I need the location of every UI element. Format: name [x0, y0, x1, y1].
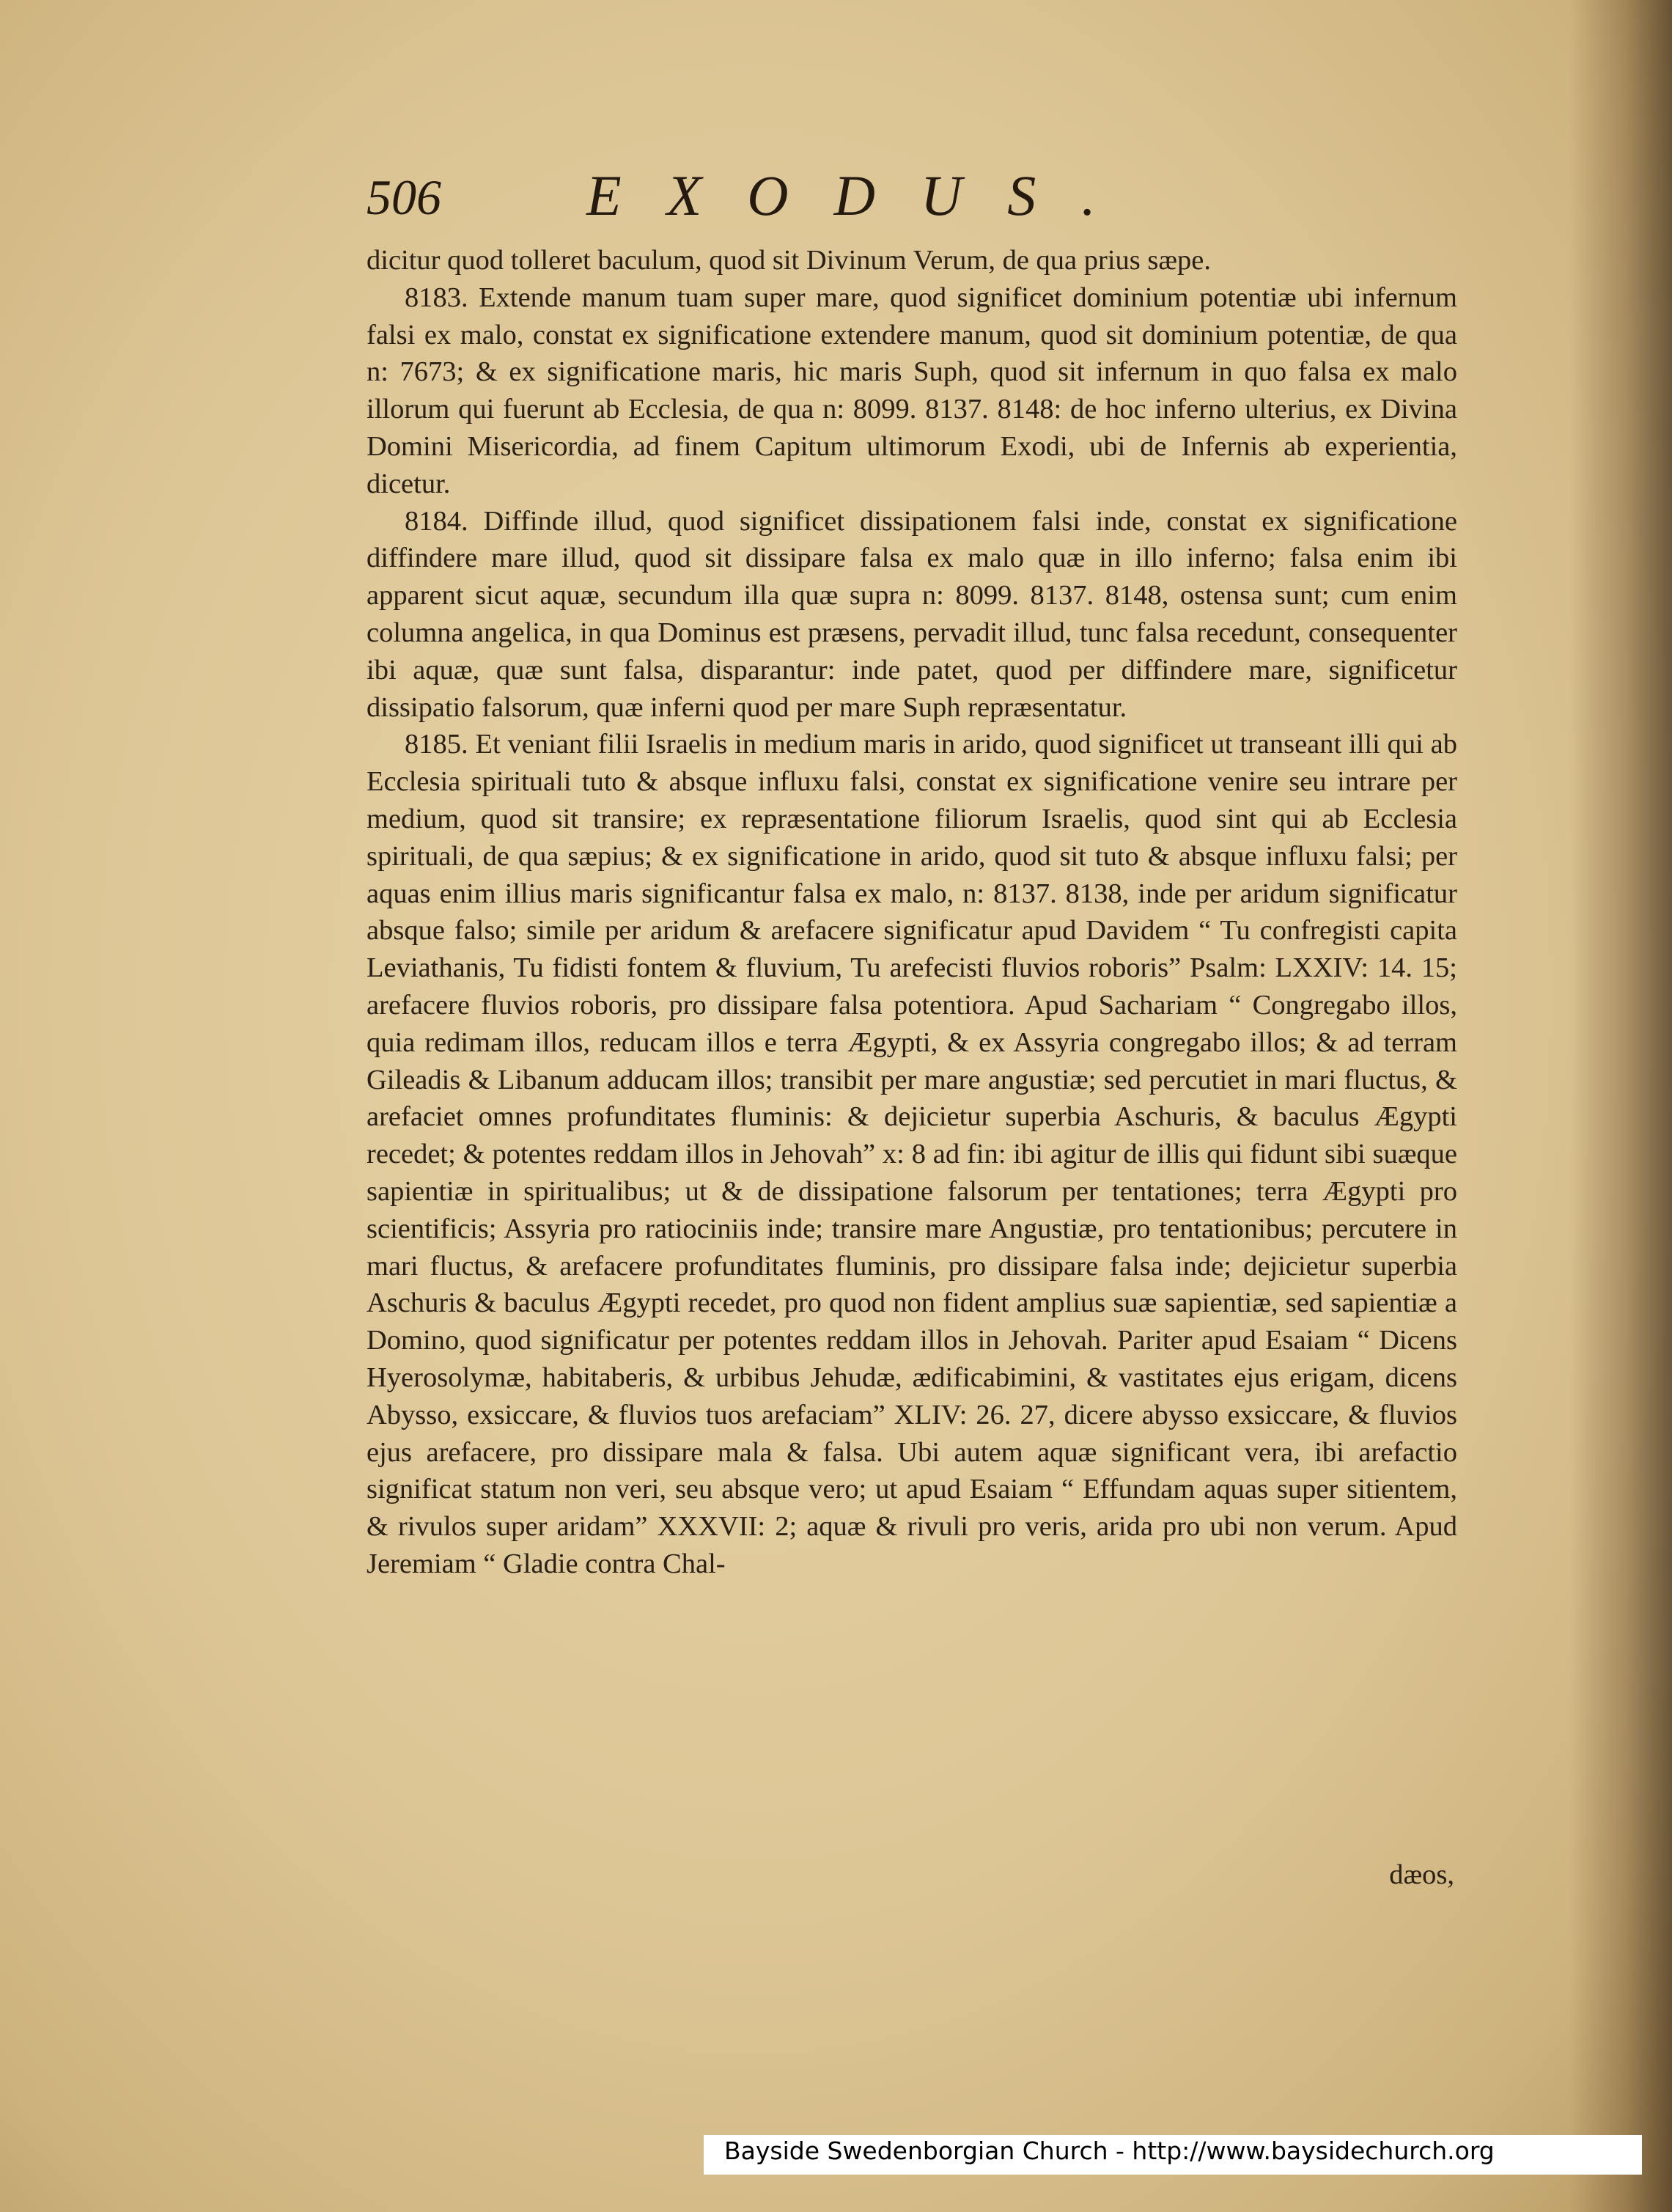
page-gutter-shadow: [1569, 0, 1672, 2212]
running-title: EXODUS.: [586, 163, 1141, 227]
paragraph-8184: 8184. Diffinde illud, quod significet dissipationem falsi inde, constat ex significatione diffindere mare illud, quod sit dissipare falsa ex malo quæ in illo inferno; falsa enim ibi apparent sicut aquæ, secundum illa quæ supra n: 8099. 8137. 8148, ostensa sunt; cum enim columna angelica, in qua Dominus est præsens, pervadit illud, tunc falsa recedunt, consequenter ibi aquæ, quæ sunt falsa, disparantur: inde patet, quod per diffindere mare, significetur dissipatio falsorum, quæ inferni quod per mare Suph repræsentatur.: [367, 505, 1457, 723]
catchword: dæos,: [1389, 1859, 1454, 1890]
body-text: [367, 242, 1457, 1583]
page-header: [367, 163, 1466, 236]
footer-credit-link[interactable]: Bayside Swedenborgian Church - http://www.baysidechurch.org: [724, 2136, 1495, 2165]
paragraph-8183: 8183. Extende manum tuam super mare, quod significet dominium potentiæ ubi infernum falsi ex malo, constat ex significatione extendere manum, quod sit dominium potentiæ, de qua n: 7673; & ex significatione maris, hic maris Suph, quod sit infernum in quo falsa ex malo illorum qui fuerunt ab Ecclesia, de qua n: 8099. 8137. 8148: de hoc inferno ulterius, ex Divina Domini Misericordia, ad finem Capitum ultimorum Exodi, ubi de Infernis ab experientia, dicetur.: [367, 282, 1457, 499]
page-number: 506: [367, 169, 441, 225]
paragraph-8185: 8185. Et veniant filii Israelis in medium maris in arido, quod significet ut transeant illi qui ab Ecclesia spirituali tuto & absque influxu falsi, constat ex significatione venire seu intrare per medium, quod sit transire; ex repræsentatione filiorum Israelis, quod sint qui ab Ecclesia spirituali, de qua sæpius; & ex significatione in arido, quod sit tuto & absque influxu falsi; per aquas enim illius maris significantur falsa ex malo, n: 8137. 8138, inde per aridum significatur absque falso; simile per aridum & arefacere significatur apud Davidem “ Tu confregisti capita Leviathanis, Tu fidisti fontem & fluvium, Tu arefecisti fluvios roboris” Psalm: LXXIV: 14. 15; arefacere fluvios roboris, pro dissipare falsa potentiora. Apud Sachariam “ Congregabo illos, quia redimam illos, reducam illos e terra Ægypti, & ex Assyria congregabo illos; & ad terram Gileadis & Libanum adducam illos; transibit per mare angustiæ; sed percutiet in mari fluctus, & arefaciet omnes profunditates fluminis: & dejicietur superbia Aschuris, & baculus Ægypti recedet; & potentes reddam illos in Jehovah” x: 8 ad fin: ibi agitur de illis qui fidunt sibi suæque sapientiæ in spiritualibus; ut & de dissipatione falsorum per tentationes; terra Ægypti pro scientificis; Assyria pro ratiociniis inde; transire mare Angustiæ, pro tentationibus; percutere in mari fluctus, & arefacere profunditates fluminis, pro dissipare falsa inde; dejicietur superbia Aschuris & baculus Ægypti recedet, pro quod non fident amplius suæ sapientiæ, sed sapientiæ a Domino, quod significatur per potentes reddam illos in Jehovah. Pariter apud Esaiam “ Dicens Hyerosolymæ, habitaberis, & urbibus Jehudæ, ædificabimini, & vastitates ejus erigam, dicens Abysso, exsiccare, & fluvios tuos arefaciam” XLIV: 26. 27, dicere abysso exsiccare, & fluvios ejus arefacere, pro dissipare mala & falsa. Ubi autem aquæ significant vera, ibi arefactio significat statum non veri, seu absque vero; ut apud Esaiam “ Effundam aquas super sitientem, & rivulos super aridam” XXXVII: 2; aquæ & rivuli pro veris, arida pro ubi non verum. Apud Jeremiam “ Gladie contra Chal-: [367, 729, 1457, 1579]
continuation-text: dicitur quod tolleret baculum, quod sit Divinum Verum, de qua prius sæpe.: [367, 245, 1211, 276]
